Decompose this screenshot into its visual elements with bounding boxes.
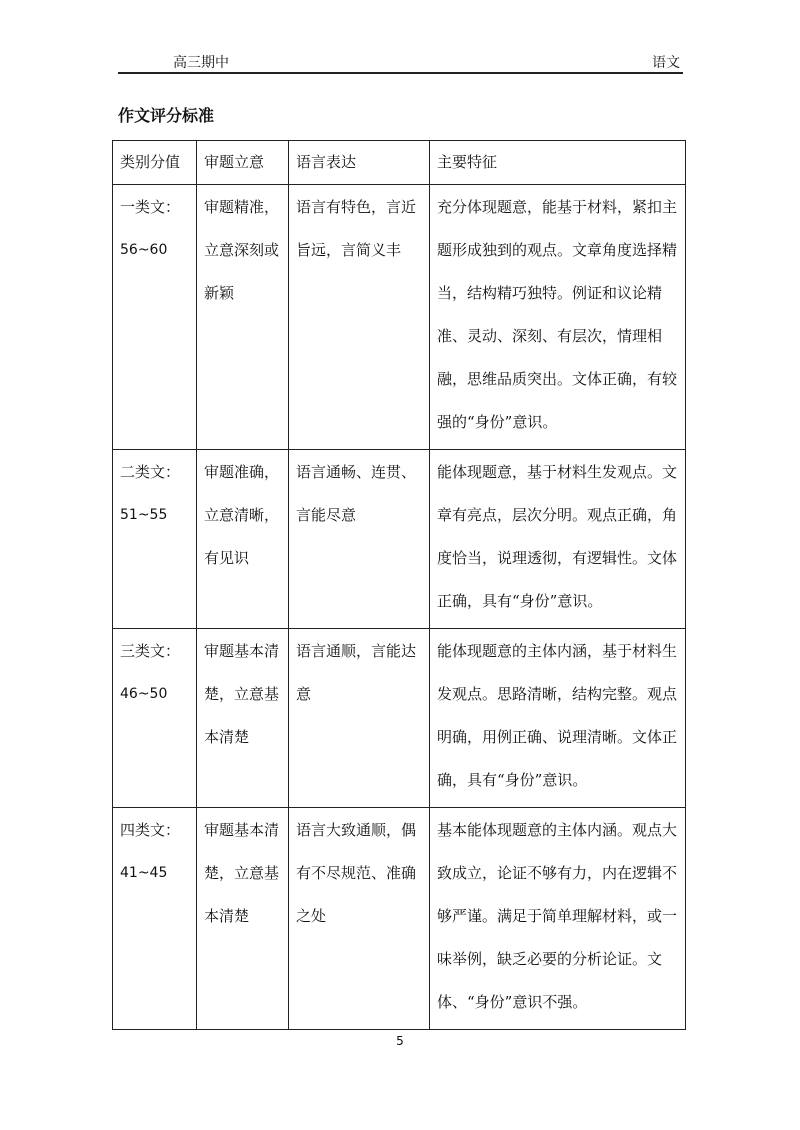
language-text: 语言通畅、连贯、言能尽意 xyxy=(296,463,417,524)
language-cell xyxy=(289,185,430,450)
theme-cell xyxy=(197,185,289,450)
header-cell-theme: 审题立意 xyxy=(197,141,289,185)
score-range: 56~60 xyxy=(120,242,168,258)
language-text: 语言大致通顺，偶有不尽规范、准确之处 xyxy=(296,821,417,925)
features-cell xyxy=(430,185,686,450)
language-cell xyxy=(289,808,430,1030)
category-label: 三类文： xyxy=(120,642,181,660)
table-row xyxy=(113,450,686,629)
table-row xyxy=(113,185,686,450)
category-cell xyxy=(113,450,197,629)
features-cell xyxy=(430,808,686,1030)
header-cell-language: 语言表达 xyxy=(289,141,430,185)
table-row xyxy=(113,629,686,808)
features-text: 能体现题意的主体内涵，基于材料生发观点。思路清晰，结构完整。观点明确，用例正确、说理清晰。文体正确，具有“身份”意识。 xyxy=(437,642,678,789)
score-range: 41~45 xyxy=(120,865,168,881)
table-row xyxy=(113,808,686,1030)
category-cell xyxy=(113,808,197,1030)
header-left-text: 高三期中 xyxy=(173,55,229,71)
features-text: 能体现题意，基于材料生发观点。文章有亮点，层次分明。观点正确，角度恰当，说理透彻，有逻辑性。文体正确，具有“身份”意识。 xyxy=(437,463,678,610)
document-title: 作文评分标准 xyxy=(118,106,215,125)
features-text: 充分体现题意，能基于材料，紧扣主题形成独到的观点。文章角度选择精当，结构精巧独特。例证和议论精准、灵动、深刻、有层次，情理相融，思维品质突出。文体正确，有较强的“身份”意识。 xyxy=(437,198,678,431)
theme-text: 审题基本清楚，立意基本清楚 xyxy=(204,642,280,746)
category-label: 一类文： xyxy=(120,198,181,216)
header-right-text: 语文 xyxy=(652,55,680,71)
features-cell xyxy=(430,629,686,808)
language-text: 语言通顺，言能达意 xyxy=(296,642,417,703)
category-label: 四类文： xyxy=(120,821,181,839)
theme-text: 审题精准，立意深刻或新颖 xyxy=(204,198,280,302)
table-header-row xyxy=(113,141,686,185)
theme-text: 审题基本清楚，立意基本清楚 xyxy=(204,821,280,925)
theme-cell xyxy=(197,629,289,808)
features-cell xyxy=(430,450,686,629)
score-range: 46~50 xyxy=(120,686,168,702)
header-divider xyxy=(118,72,683,74)
features-text: 基本能体现题意的主体内涵。观点大致成立，论证不够有力，内在逻辑不够严谨。满足于简单理解材料，或一味举例，缺乏必要的分析论证。文体、“身份”意识不强。 xyxy=(437,821,678,1011)
theme-text: 审题准确，立意清晰，有见识 xyxy=(204,463,280,567)
category-cell xyxy=(113,185,197,450)
theme-cell xyxy=(197,450,289,629)
scoring-rubric-table xyxy=(112,140,686,1030)
page-number: 5 xyxy=(396,1034,404,1048)
category-cell xyxy=(113,629,197,808)
header-cell-features: 主要特征 xyxy=(430,141,686,185)
language-text: 语言有特色，言近旨远，言简义丰 xyxy=(296,198,417,259)
language-cell xyxy=(289,629,430,808)
theme-cell xyxy=(197,808,289,1030)
language-cell xyxy=(289,450,430,629)
header-cell-category: 类别分值 xyxy=(113,141,197,185)
category-label: 二类文： xyxy=(120,463,181,481)
score-range: 51~55 xyxy=(120,507,168,523)
